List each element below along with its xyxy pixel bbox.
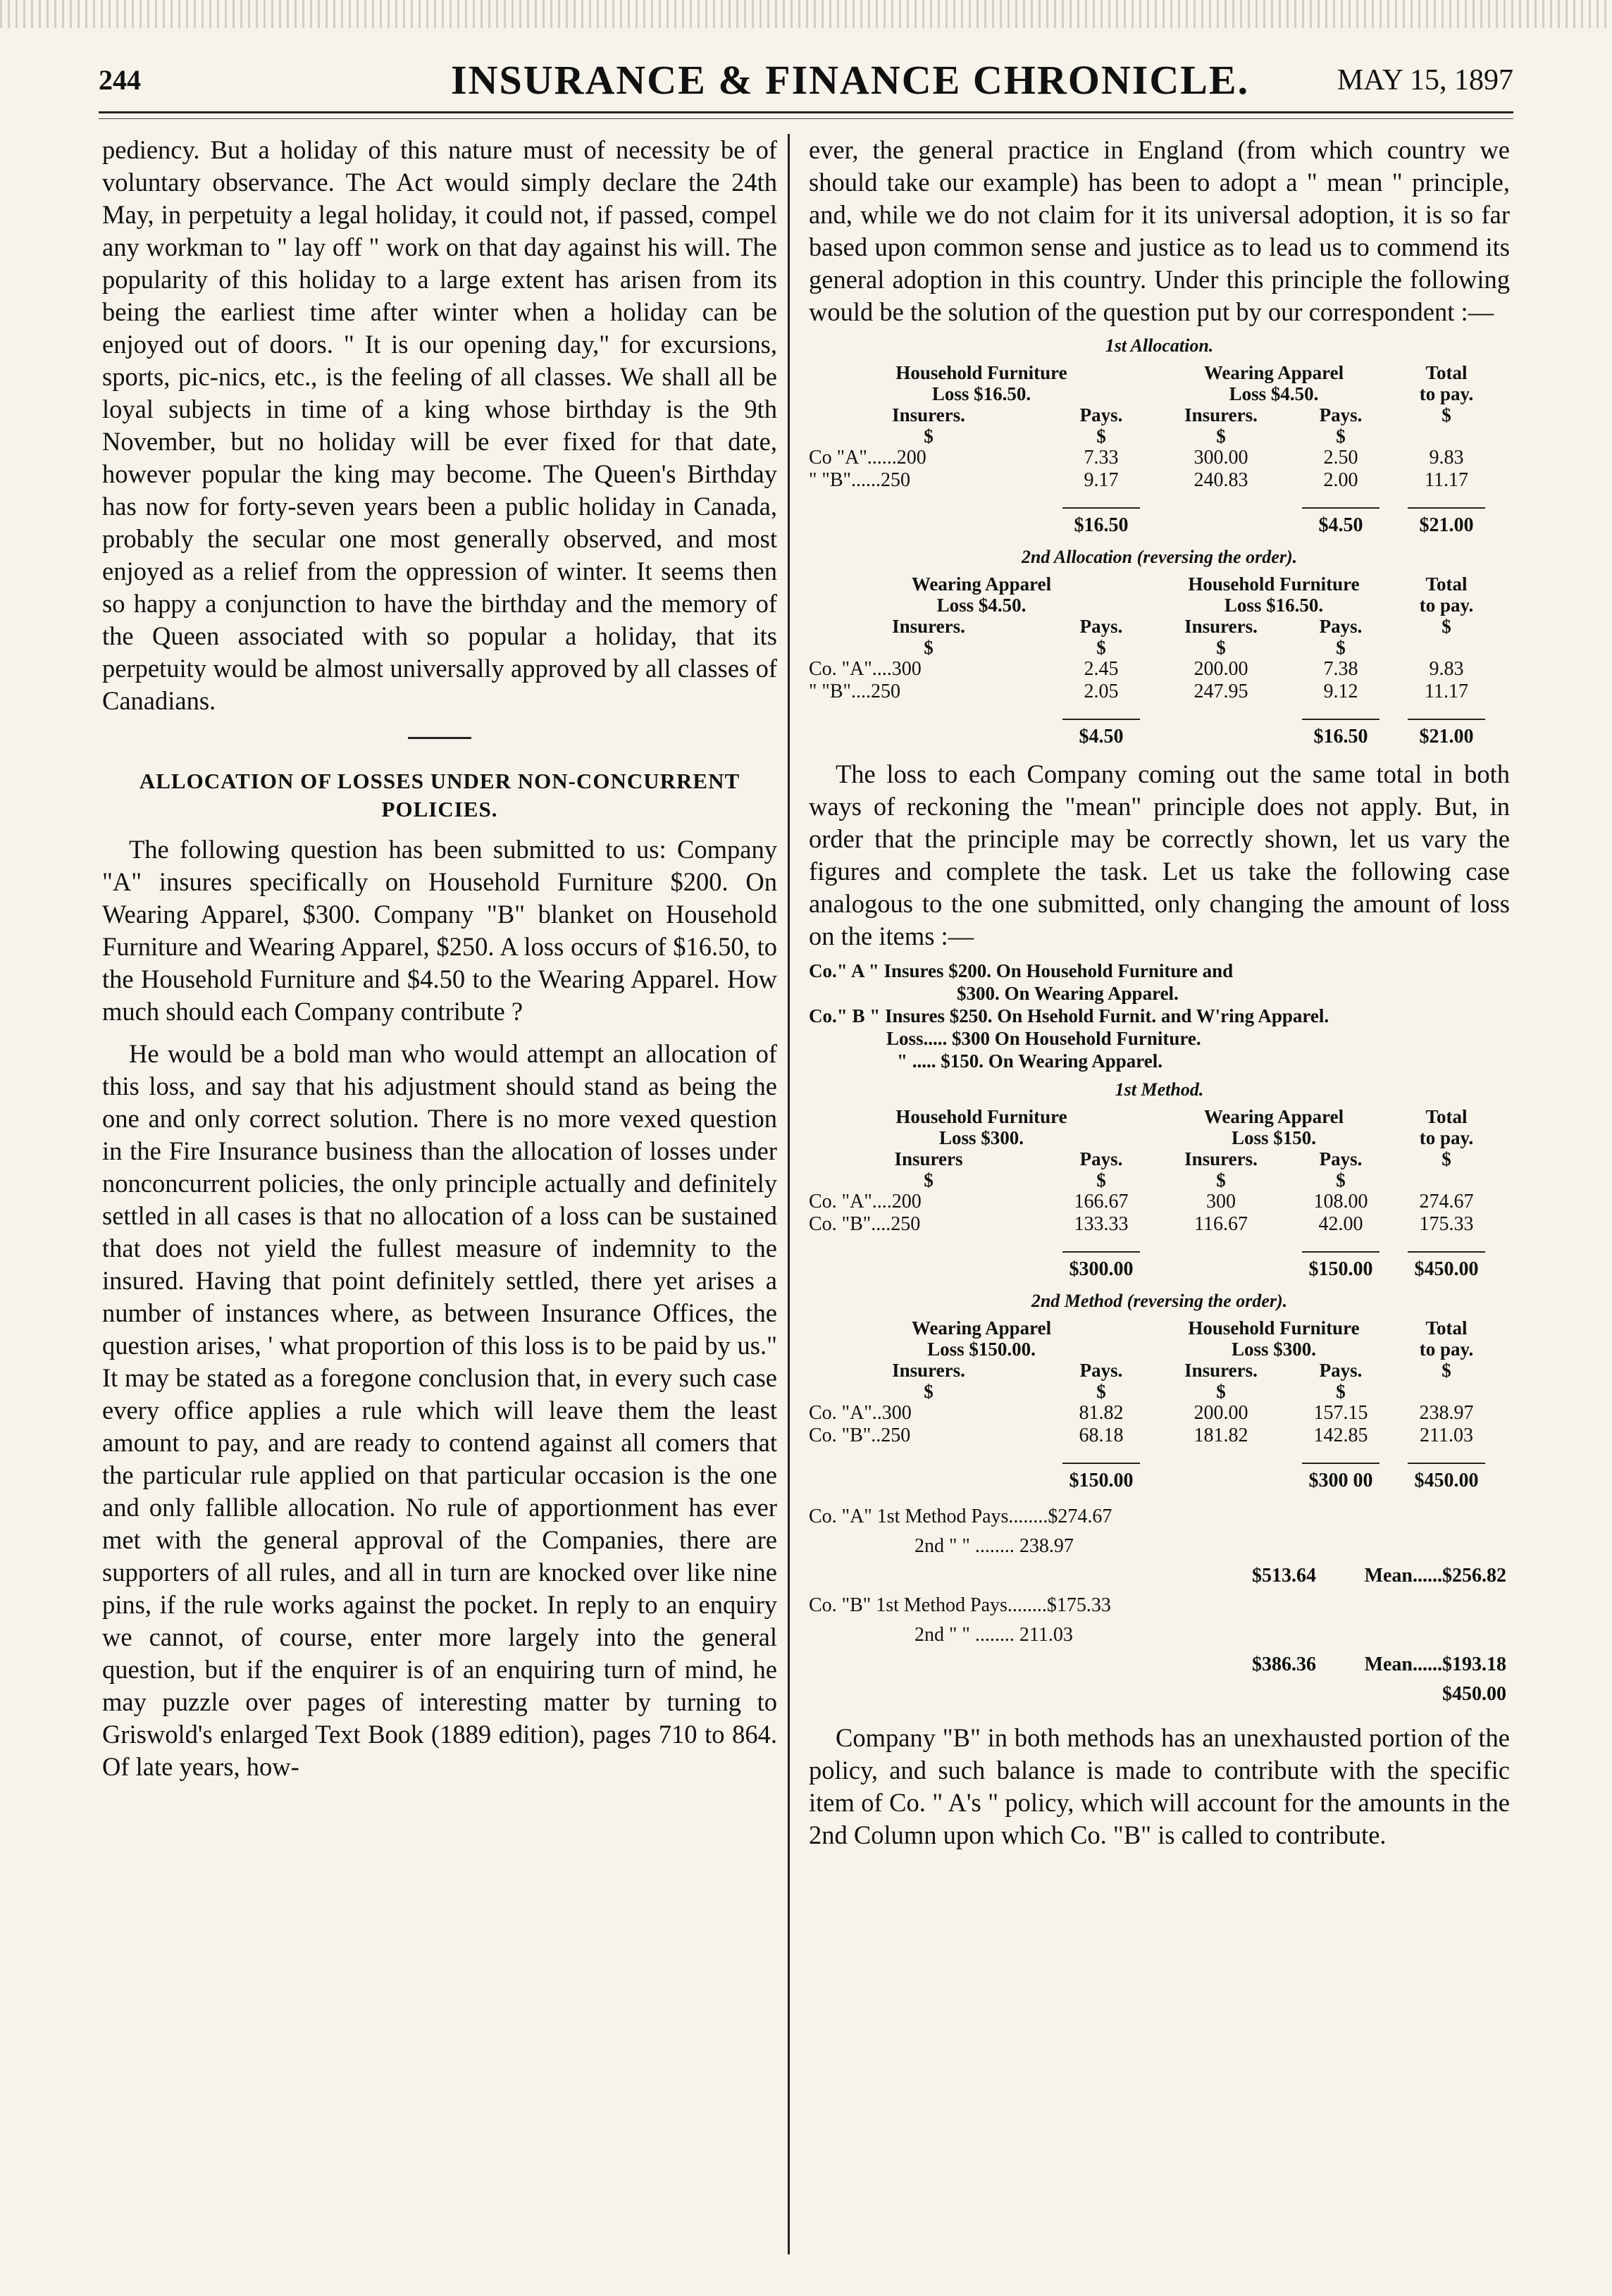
issue-date: MAY 15, 1897 bbox=[1337, 64, 1513, 97]
table-row: Co. "B"....250 133.33 116.67 42.00 175.33 bbox=[809, 1213, 1474, 1235]
column-rule bbox=[788, 134, 790, 2254]
method-table-1: Household Furniture Wearing Apparel Total Loss $300. Loss $150. to pay. Insurers Pays. Insurers. Pays. $ $ $ $ $ Co. "A"....200 166.67 300 108.00 274.67 Co. "B"....250 133.33 116.67 42.00 175.33 $300.00 $150.00 $450.00 bbox=[809, 1106, 1510, 1281]
group-loss: Loss $4.50. bbox=[1229, 383, 1319, 404]
method-table-2: Wearing Apparel Household Furniture Total Loss $150.00. Loss $300. to pay. Insurers. Pays. Insurers. Pays. $ $ $ $ $ Co. "A"..300 81.82 200.00 157.15 238.97 Co. "B"..250 68.18 181.82 142.85 211.03 $150.00 $300 00 $450.00 bbox=[809, 1317, 1510, 1492]
dollar-sign: $ bbox=[1216, 426, 1226, 447]
table-row: Co. "A"..300 81.82 200.00 157.15 238.97 bbox=[809, 1402, 1474, 1424]
dollar-sign: $ bbox=[1336, 426, 1346, 447]
paragraph: The loss to each Company coming out the same total in both ways of reckoning the "mean" principle does not apply. But, in order that the principle may be correctly shown, let us vary the figures and complete the task. Let us take the following case analogous to the one submitted, only changing the amount of loss on the items :— bbox=[809, 759, 1510, 950]
section-divider bbox=[408, 737, 471, 739]
table-row: Co. "A"....200 166.67 300 108.00 274.67 bbox=[809, 1191, 1474, 1212]
column-header: Pays. bbox=[1079, 404, 1123, 426]
paragraph: pediency. But a holiday of this nature must of necessity be of voluntary observance. The Act would simply declare the 24th May, in perpetuity a legal holiday, it could not, if passed, compel any workman to " lay off " work on that day against his will. The popularity of this holiday to a large extent has arisen from its being the earliest time after winter when a holiday can be enjoyed out of doors. " It is our opening day," for excursions, sports, pic-nics, etc., is the feeling of all classes. We shall all be loyal subjects in time of a king whose birthday is the 9th November, but no holiday will be ever fixed for that date, however popular the king may become. The Queen's Birthday has now for forty-seven years been a public holiday in Canada, probably the secular one most generally observed, and most enjoyed as a relief from the oppression of winter. It seems then so happy a conjunction to have the birthday and the memory of the Queen associated with so popular a holiday, that its perpetuity would be almost universally approved by all classes of Canadians. bbox=[102, 135, 777, 715]
header-rule-thin bbox=[99, 118, 1513, 119]
allocation-table-1 bbox=[809, 362, 1510, 537]
paragraph: The following question has been submitted to us: Company "A" insures specifically on Household Furniture $200. On Wearing Apparel, $300. Company "B" blanket on Household Furniture and Wearing Apparel, $250. A loss occurs of $16.50, to the Household Furniture and $4.50 to the Wearing Apparel. How much should each Company contribute ? bbox=[102, 835, 777, 1026]
mean-summary: Co. "A" 1st Method Pays........$274.67 2nd " " ........ 238.97 $513.64 Mean......$256.82 Co. "B" 1st Method Pays........$175.33 2nd " " ........ 211.03 $386.36 Mean......$193.18 $450.00 bbox=[809, 1506, 1506, 1705]
totals-row: $150.00 $300 00 $450.00 bbox=[1069, 1470, 1479, 1491]
paragraph: He would be a bold man who would attempt an allocation of this loss, and say that his adjustment should stand as being the one and only correct solution. There is no more vexed question in the Fire Insurance business than the allocation of losses under nonconcurrent policies, the only principle actually and definitely settled in all cases is that no allocation of a loss can be sustained that does not yield the fullest measure of indemnity to the insured. Having that point definitely settled, there yet arises a number of instances where, as between Insurance Offices, the question arises, ' what proportion of this loss is to be paid by us." It may be stated as a foregone conclusion that, in every such case every office applies a rule which will leave them the least amount to pay, and are ready to contend against all comers that the particular rule applied on that particular occasion is the one and only fallible allocation. No rule of apportionment has ever met with the general approval of the Companies, there are supporters of all rules, and all in turn are knocked over like nine pins, if the rule works against the pocket. In reply to an enquiry we cannot, of course, enter more largely into the general question, but if the enquirer is of an enquiring turn of mind, he may puzzle over pages of interesting matter by turning to Griswold's enlarged Text Book (1889 edition), pages 710 to 864. Of late years, how- bbox=[102, 1039, 777, 1781]
table-row: Co "A"......200 7.33 300.00 2.50 9.83 bbox=[809, 447, 1464, 468]
column-header: Insurers. bbox=[1184, 404, 1258, 426]
group-header: Wearing Apparel bbox=[1203, 362, 1344, 383]
table-row: " "B"....250 2.05 247.95 9.12 11.17 bbox=[809, 681, 1468, 702]
table-row: Co. "B"..250 68.18 181.82 142.85 211.03 bbox=[809, 1425, 1473, 1446]
allocation-table-2: Wearing Apparel Household Furniture Total Loss $4.50. Loss $16.50. to pay. Insurers. Pays. Insurers. Pays. $ $ $ $ $ Co. "A"....300 2.45 200.00 7.38 9.83 " "B"....250 2.05 247.95 9.12 11.17 $4.50 $16.50 $21.00 bbox=[809, 573, 1510, 748]
article-heading: ALLOCATION OF LOSSES UNDER NON-CONCURRENT POLICIES. bbox=[139, 769, 740, 821]
masthead: INSURANCE & FINANCE CHRONICLE. bbox=[451, 57, 1250, 103]
totals-row: $16.50 $4.50 $21.00 bbox=[1074, 514, 1474, 536]
dollar-sign: $ bbox=[924, 426, 934, 447]
table-title: 2nd Allocation (reversing the order). bbox=[1021, 547, 1298, 567]
column-header: Insurers. bbox=[892, 404, 965, 426]
group-header: Household Furniture bbox=[895, 362, 1067, 383]
paragraph: ever, the general practice in England (from which country we should take our example) has been to adopt a " mean " principle, and, while we do not claim for it its universal adoption, it is so far based upon common sense and justice as to lead us to commend its general adoption in this country. Under this principle the following would be the solution of the question put by our correspondent :— bbox=[809, 135, 1510, 326]
right-column bbox=[809, 134, 1510, 1851]
total-header: Total bbox=[1425, 362, 1468, 383]
table-row: " "B"......250 9.17 240.83 2.00 11.17 bbox=[809, 469, 1468, 491]
table-title: 1st Method. bbox=[1115, 1079, 1204, 1100]
totals-row: $4.50 $16.50 $21.00 bbox=[1079, 726, 1474, 747]
page-number: 244 bbox=[99, 64, 141, 96]
scan-noise bbox=[0, 0, 1612, 28]
table-title: 2nd Method (reversing the order). bbox=[1031, 1291, 1288, 1311]
group-loss: Loss $16.50. bbox=[931, 383, 1031, 404]
table-title: 1st Allocation. bbox=[1105, 335, 1214, 356]
totals-row: $300.00 $150.00 $450.00 bbox=[1069, 1258, 1479, 1280]
column-header: Pays. bbox=[1319, 404, 1363, 426]
paragraph: Company "B" in both methods has an unexhausted portion of the policy, and such balance is made to contribute with the specific item of Co. " A's " policy, which will account for the amounts in the 2nd Column upon which Co. "B" is called to contribute. bbox=[809, 1723, 1510, 1849]
total-header: to pay. bbox=[1419, 383, 1474, 404]
case-facts: Co." A " Insures $200. On Household Furniture and $300. On Wearing Apparel. Co." B " Insures $250. On Hsehold Furnit. and W'ring Apparel. Loss..... $300 On Household Furniture. " ..... $150. On Wearing Apparel. bbox=[809, 960, 1329, 1072]
table-row: Co. "A"....300 2.45 200.00 7.38 9.83 bbox=[809, 658, 1464, 680]
dollar-sign: $ bbox=[1096, 426, 1106, 447]
page-header bbox=[99, 56, 1513, 106]
column-header: $ bbox=[1442, 404, 1451, 426]
left-column bbox=[102, 134, 777, 1783]
header-rule bbox=[99, 111, 1513, 113]
